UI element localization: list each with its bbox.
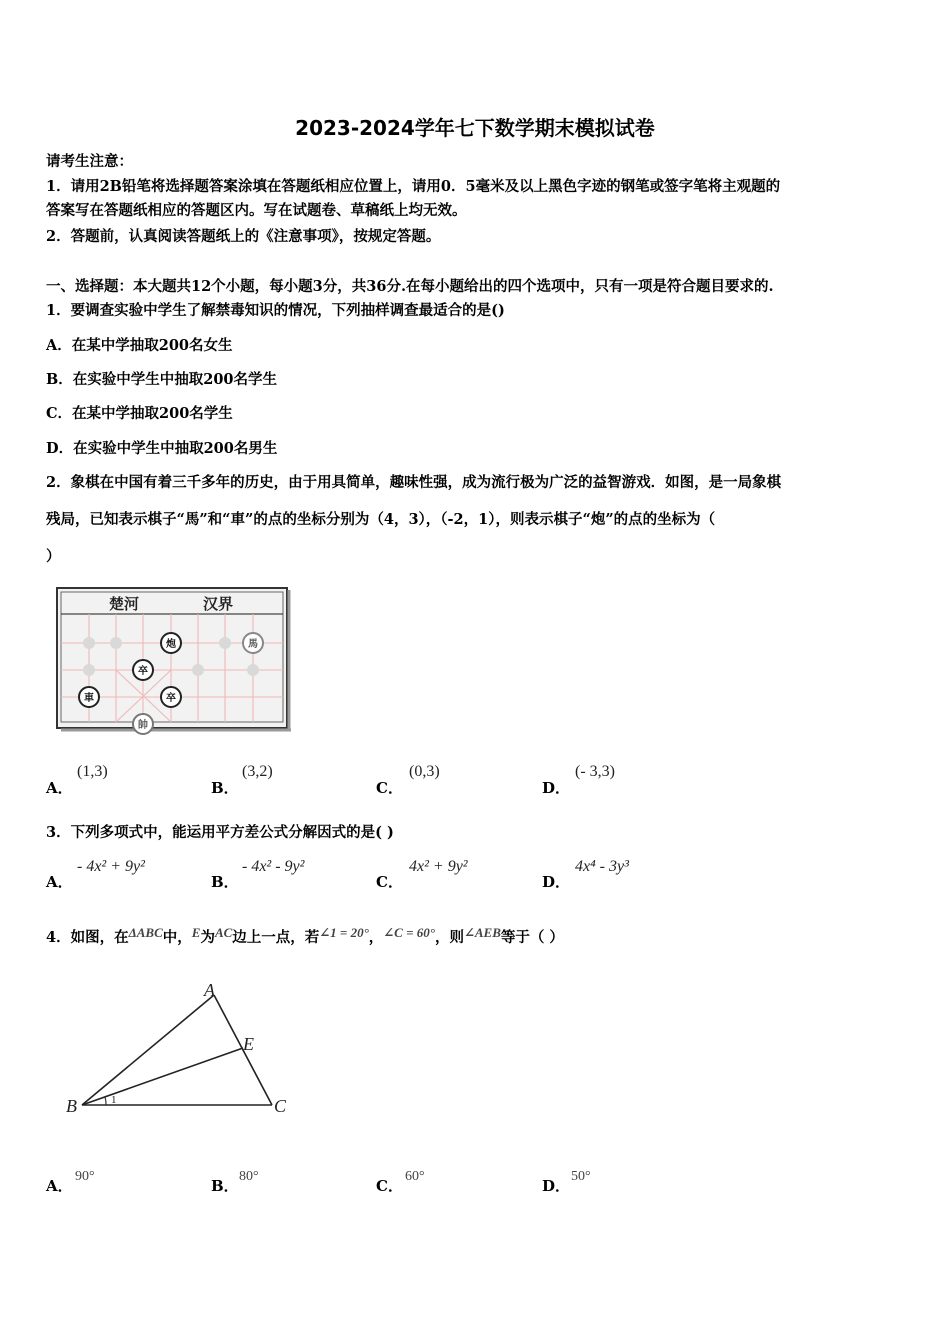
river-left-label: 楚河 <box>109 595 140 613</box>
piece-shuai <box>133 714 153 734</box>
q3-option-d-letter: D． <box>542 873 571 891</box>
svg-text:馬: 馬 <box>248 639 258 650</box>
q2-option-d-letter: D． <box>542 779 571 797</box>
q3-stem: 3．下列多项式中，能运用平方差公式分解因式的是( ) <box>46 824 394 841</box>
q2-option-d-value: (- 3,3) <box>575 763 615 780</box>
svg-text:車: 車 <box>84 693 94 704</box>
point-e-label: E <box>243 1034 254 1054</box>
river-right-label: 汉界 <box>203 595 234 613</box>
section-heading: 一、选择题：本大题共12个小题，每小题3分，共36分.在每小题给出的四个选项中，只有一项是符合题目要求的. <box>46 278 774 295</box>
piece-zu-2 <box>161 687 181 707</box>
q3-option-c-value: 4x² + 9y² <box>409 858 468 875</box>
svg-text:帥: 帥 <box>138 720 148 731</box>
notice-line-1a: 1．请用2B铅笔将选择题答案涂填在答题纸相应位置上，请用0．5毫米及以上黑色字迹的钢笔或签字笔将主观题的 <box>46 178 781 195</box>
q1-stem: 1．要调查实验中学生了解禁毒知识的情况，下列抽样调查最适合的是() <box>46 302 505 319</box>
q1-option-c: C．在某中学抽取200名学生 <box>46 405 233 422</box>
piece-zu-1 <box>133 660 153 680</box>
vertex-b-label: B <box>66 1096 77 1116</box>
q2-stem-line1: 2．象棋在中国有着三千多年的历史，由于用具简单，趣味性强，成为流行极为广泛的益智游戏．如图，是一局象棋 <box>46 474 782 491</box>
q3-option-a-value: - 4x² + 9y² <box>77 858 145 875</box>
piece-pao <box>161 633 181 653</box>
notice-line-1b: 答案写在答题纸相应的答题区内。写在试题卷、草稿纸上均无效。 <box>46 202 467 219</box>
q2-stem-line3: ） <box>46 548 61 565</box>
q3-option-b-letter: B． <box>211 873 239 891</box>
triangle-figure <box>60 976 300 1122</box>
notice-line-2: 2．答题前，认真阅读答题纸上的《注意事项》，按规定答题。 <box>46 228 441 245</box>
q4-option-a-letter: A． <box>46 1177 73 1195</box>
q2-option-c-letter: C． <box>376 779 403 797</box>
q1-option-b: B．在实验中学生中抽取200名学生 <box>46 371 278 388</box>
q4-option-c-value: 60° <box>405 1169 425 1184</box>
q2-option-b-letter: B． <box>211 779 239 797</box>
q3-option-a-letter: A． <box>46 873 73 891</box>
vertex-c-label: C <box>274 1096 287 1116</box>
q3-option-c-letter: C． <box>376 873 403 891</box>
vertex-a-label: A <box>204 980 215 1000</box>
piece-ma <box>243 633 263 653</box>
q4-stem: 4．如图，在ΔABC中，E为AC边上一点，若∠1 = 20°，∠C = 60°，则∠AEB等于（ ） <box>46 925 564 946</box>
q2-option-a-value: (1,3) <box>77 763 108 780</box>
q4-option-a-value: 90° <box>75 1169 95 1184</box>
notice-heading: 请考生注意： <box>46 153 133 170</box>
q2-option-a-letter: A． <box>46 779 73 797</box>
svg-text:炮: 炮 <box>166 639 176 650</box>
chess-board-figure <box>55 586 291 738</box>
svg-text:卒: 卒 <box>138 666 148 677</box>
q3-option-b-value: - 4x² - 9y² <box>242 858 305 875</box>
q4-option-d-letter: D． <box>542 1177 571 1195</box>
q2-option-b-value: (3,2) <box>242 763 273 780</box>
q1-option-a: A．在某中学抽取200名女生 <box>46 337 233 354</box>
q1-option-d: D．在实验中学生中抽取200名男生 <box>46 440 278 457</box>
q4-option-d-value: 50° <box>571 1169 591 1184</box>
svg-text:卒: 卒 <box>166 693 176 704</box>
q2-option-c-value: (0,3) <box>409 763 440 780</box>
piece-ju <box>79 687 99 707</box>
page-title: 2023-2024学年七下数学期末模拟试卷 <box>295 116 655 140</box>
q4-option-b-letter: B． <box>211 1177 239 1195</box>
q3-option-d-value: 4x⁴ - 3y³ <box>575 858 629 875</box>
q2-stem-line2: 残局，已知表示棋子“馬”和“車”的点的坐标分别为（4，3），（-2，1），则表示棋子“炮”的点的坐标为（ <box>46 511 716 528</box>
q4-option-c-letter: C． <box>376 1177 403 1195</box>
q4-option-b-value: 80° <box>239 1169 259 1184</box>
angle-1-label: 1 <box>111 1094 117 1106</box>
